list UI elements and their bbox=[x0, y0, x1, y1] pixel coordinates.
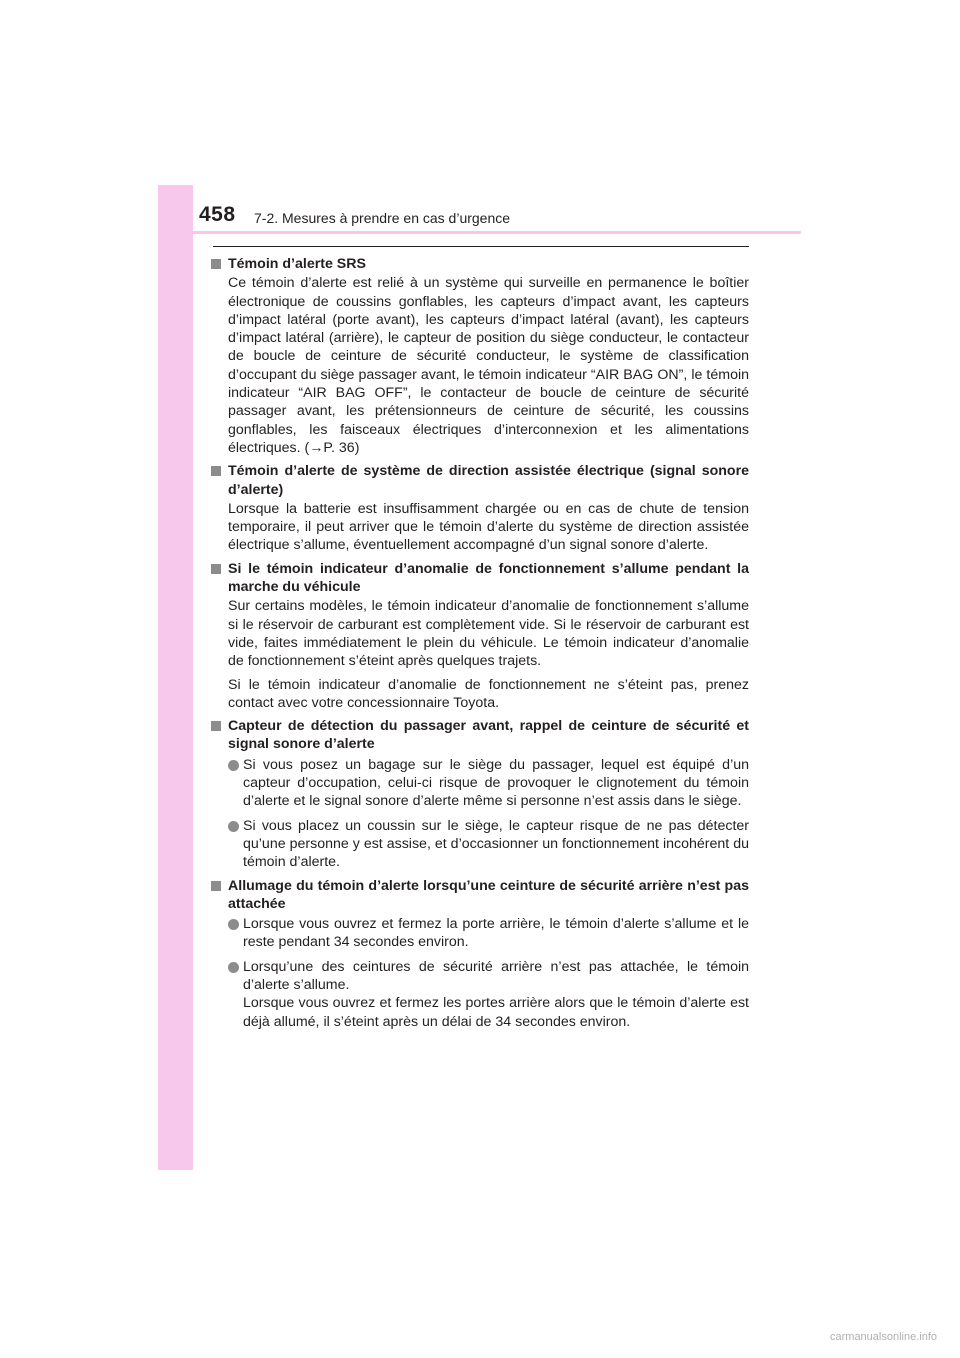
circle-bullet-icon bbox=[228, 919, 239, 930]
bullet-item: Lorsqu’une des ceintures de sécurité arrière n’est pas attachée, le témoin d’alerte s’allume. Lorsque vous ouvrez et fermez les portes arrière alors que le témoin d’alerte est déjà allumé, il s’éteint après un délai de 34 secondes environ. bbox=[211, 958, 749, 1031]
paragraph: Ce témoin d’alerte est relié à un système qui surveille en permanence le boîtier électronique de coussins gonflables, les capteurs d’impact avant, les capteurs d’impact latéral (porte avant), les capteurs d’impact latéral (avant), les capteurs d’impact latéral (arrière), le capteur de position du siège conducteur, le contacteur de boucle de ceinture de sécurité conducteur, le système de classification d’occupant du siège passager avant, le témoin indicateur “AIR BAG ON”, le témoin indicateur “AIR BAG OFF”, le contacteur de boucle de ceinture de sécurité passager avant, les prétensionneurs de ceinture de sécurité, les coussins gonflables, les faisceaux électriques d’interconnexion et les alimentations électriques. (→P. 36) bbox=[228, 275, 749, 456]
watermark: carmanualsonline.info bbox=[830, 1331, 938, 1343]
header-rule bbox=[193, 231, 801, 234]
circle-bullet-icon bbox=[228, 821, 239, 832]
bullet-item: Lorsque vous ouvrez et fermez la porte arrière, le témoin d’alerte s’allume et le reste pendant 34 secondes environ. bbox=[211, 915, 749, 952]
section-heading: Témoin d’alerte de système de direction assistée électrique (signal sonore d’alerte) bbox=[211, 462, 749, 499]
section-srs-warning bbox=[211, 255, 749, 457]
section-heading: Si le témoin indicateur d’anomalie de fonctionnement s’allume pendant la marche du véhicule bbox=[211, 560, 749, 597]
circle-bullet-icon bbox=[228, 962, 239, 973]
page-number: 458 bbox=[199, 203, 236, 226]
content-area bbox=[211, 255, 749, 1036]
content-divider bbox=[213, 246, 749, 247]
section-passenger-sensor bbox=[211, 717, 749, 871]
section-malfunction-indicator bbox=[211, 560, 749, 712]
circle-bullet-icon bbox=[228, 760, 239, 771]
section-title: 7-2. Mesures à prendre en cas d’urgence bbox=[254, 210, 511, 226]
square-bullet-icon bbox=[211, 564, 221, 574]
section-rear-seatbelt-reminder bbox=[211, 877, 749, 1031]
section-heading: Capteur de détection du passager avant, rappel de ceinture de sécurité et signal sonore d’alerte bbox=[211, 717, 749, 754]
square-bullet-icon bbox=[211, 259, 221, 269]
paragraph: Si le témoin indicateur d’anomalie de fonctionnement ne s’éteint pas, prenez contact avec votre concessionnaire Toyota. bbox=[228, 676, 749, 711]
square-bullet-icon bbox=[211, 721, 221, 731]
paragraph: Lorsque la batterie est insuffisamment chargée ou en cas de chute de tension temporaire, il peut arriver que le témoin d’alerte du système de direction assistée électrique s’allume, éventuellement accompagné d’un signal sonore d’alerte. bbox=[228, 500, 749, 554]
section-heading: Allumage du témoin d’alerte lorsqu’une ceinture de sécurité arrière n’est pas attachée bbox=[211, 877, 749, 914]
side-color-band bbox=[158, 185, 193, 1170]
bullet-item: Si vous placez un coussin sur le siège, le capteur risque de ne pas détecter qu’une personne y est assise, et d’occasionner un fonctionnement incohérent du témoin d’alerte. bbox=[211, 817, 749, 872]
section-power-steering-warning bbox=[211, 462, 749, 554]
square-bullet-icon bbox=[211, 881, 221, 891]
section-heading: Témoin d’alerte SRS bbox=[211, 255, 749, 273]
paragraph: Sur certains modèles, le témoin indicateur d’anomalie de fonctionnement s’allume si le réservoir de carburant est complètement vide. Si le réservoir de carburant est vide, faites immédiatement le plein du véhicule. Le témoin indicateur d’anomalie de fonctionnement s’éteint après quelques trajets. bbox=[228, 598, 749, 670]
square-bullet-icon bbox=[211, 466, 221, 476]
bullet-item: Si vous posez un bagage sur le siège du passager, lequel est équipé d’un capteur d’occupation, celui-ci risque de provoquer le clignotement du témoin d’alerte et le signal sonore d’alerte même si personne n’est assis dans le siège. bbox=[211, 756, 749, 811]
